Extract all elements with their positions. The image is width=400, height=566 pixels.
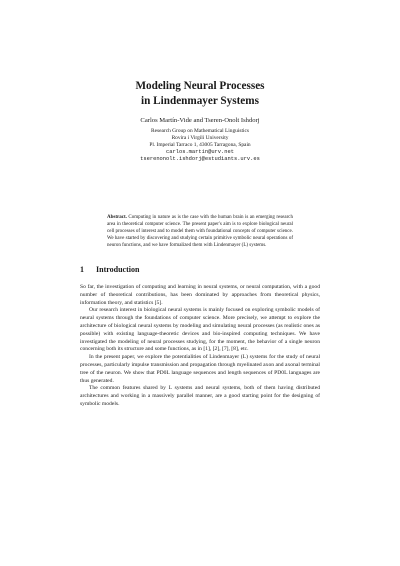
paragraph-1: So far, the investigation of computing and learning in neural systems, or neural computation, with a good number of theoretical contributions, has been dominated by approaches from theoretical physics, information theory, and statistics [5]. — [80, 284, 320, 306]
affiliation-line-3: Pl. Imperial Tarraco 1, 43005 Tarragona, Spain — [149, 142, 251, 148]
paper-title-line-1: Modeling Neural Processes — [135, 80, 265, 92]
affiliation-line-1: Research Group on Mathematical Linguistics — [151, 128, 249, 134]
section-number: 1 — [80, 265, 84, 274]
paragraph-4: The common features shared by L systems and neural systems, both of them having distributed architectures and working in a massively parallel manner, are a good starting point for the designing of symbolic models. — [80, 385, 320, 407]
section-title: Introduction — [96, 265, 140, 274]
email-2: tserenonolt.ishdorj@estudiants.urv.es — [140, 156, 260, 162]
email-1: carlos.martin@urv.net — [166, 149, 234, 155]
body-text — [80, 284, 320, 409]
abstract-label: Abstract. — [107, 215, 127, 220]
abstract-text: Computing in nature as is the case with the human brain is an emerging research area in theoretical computer science. The present paper's aim is to explore biological neural cell processes of interest and to model them with foundational concepts of computer science. We have started by discovering and studying certain primitive symbolic neural operations of neuron functions, and we have formalized them with Lindenmayer (L) systems. — [107, 215, 293, 249]
affiliation-line-2: Rovira i Virgili University — [171, 135, 229, 141]
section-heading — [80, 265, 139, 275]
paper-title-line-2: in Lindenmayer Systems — [141, 95, 259, 107]
paragraph-2: Our research interest in biological neural systems is mainly focused on exploring symbolic models of neural systems through the foundations of computer science. More precisely, we attempt to explore the architecture of biological neural systems by modeling and simulating neural processes (as realistic ones as possible) with existing language-theoretic devices and bio-inspired computing techniques. We have investigated the modeling of neural processes studying, for the moment, the behavior of a single neuron concerning both its structure and some functions, as in [1], [2], [7], [8], etc. — [80, 307, 320, 353]
paragraph-3: In the present paper, we explore the potentialities of Lindenmayer (L) systems for the study of neural processes, particularly impulse transmission and propagation through myelinated axon and axonal terminal tree of the neuron. We show that PD0L language sequences and length sequences of PD0L languages are thus generated. — [80, 354, 320, 384]
abstract — [107, 214, 293, 249]
paper-authors: Carlos Martín-Vide and Tseren-Onolt Ishdorj — [140, 117, 260, 124]
